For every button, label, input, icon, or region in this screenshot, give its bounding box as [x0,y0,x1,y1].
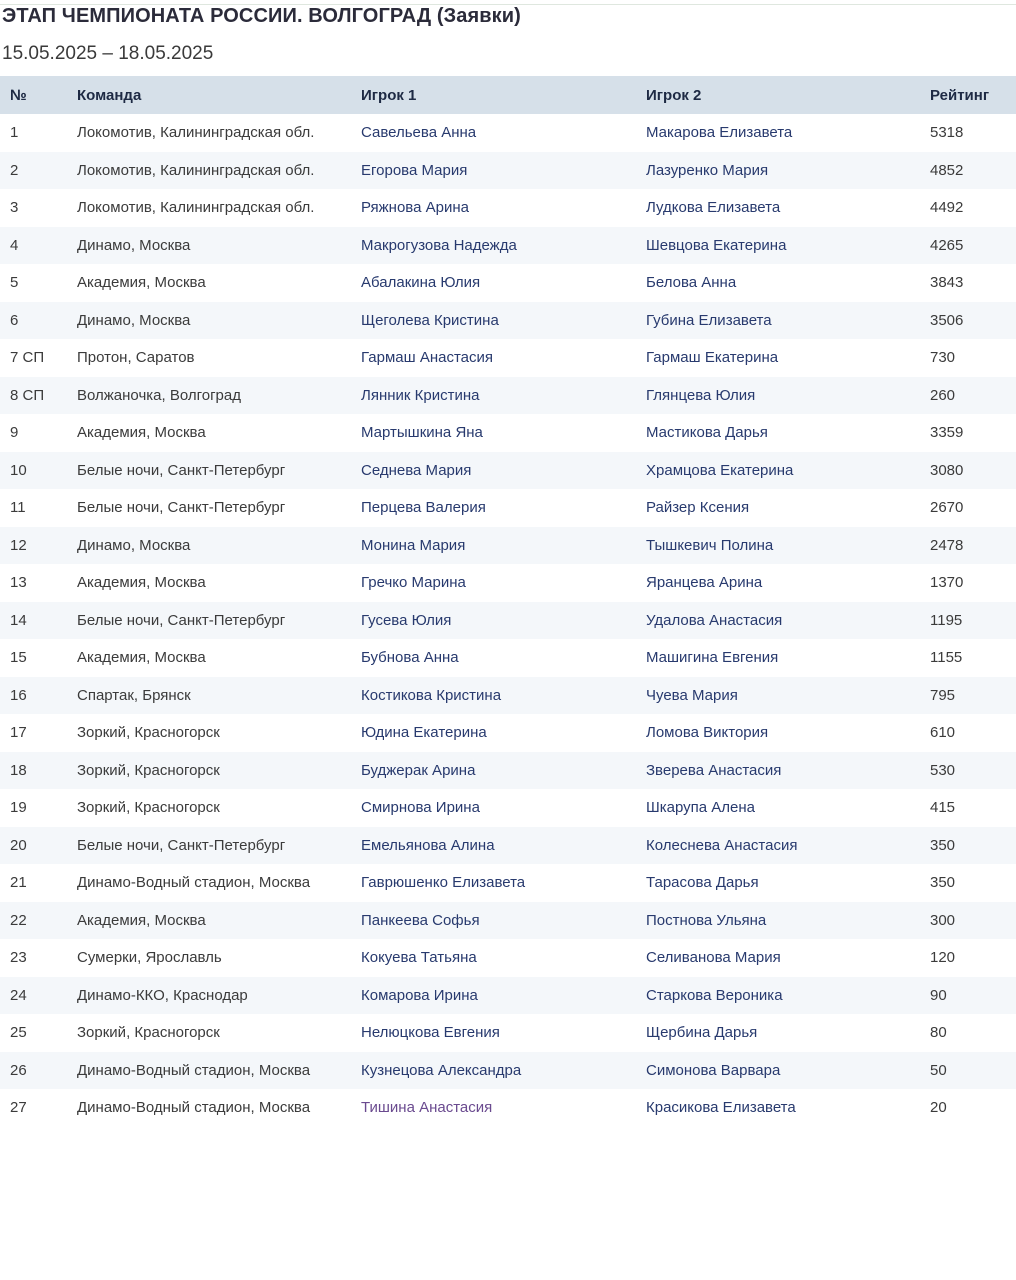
cell-rating: 730 [930,349,956,367]
cell-player1-link[interactable]: Юдина Екатерина [361,724,487,742]
cell-player2 [636,152,920,190]
cell-player2-link[interactable]: Тарасова Дарья [646,874,759,892]
cell-player2 [636,189,920,227]
cell-player2 [636,602,920,640]
cell-player1 [351,939,636,977]
cell-number: 3 [10,199,19,217]
cell-rating: 2478 [930,536,964,554]
event-date-range: 15.05.2025 – 18.05.2025 [2,43,214,64]
cell-number: 6 [10,311,19,329]
cell-team: Академия, Москва [77,911,206,929]
cell-player2-link[interactable]: Гармаш Екатерина [646,349,779,367]
table-row [0,789,1016,827]
cell-number: 11 [10,499,26,517]
cell-player1 [351,152,636,190]
cell-player2 [636,377,920,415]
cell-number: 19 [10,799,27,817]
cell-player1-link[interactable]: Гречко Марина [361,574,466,592]
cell-player2 [636,264,920,302]
cell-team: Академия, Москва [77,649,206,667]
cell-player1 [351,827,636,865]
cell-player2-link[interactable]: Щербина Дарья [646,1024,758,1042]
cell-player1-link[interactable]: Щеголева Кристина [361,311,499,329]
cell-player1 [351,114,636,152]
cell-player1-link[interactable]: Гармаш Анастасия [361,349,493,367]
cell-player1-link[interactable]: Панкеева Софья [361,911,480,929]
cell-rating: 20 [930,1099,947,1117]
cell-rating: 3080 [930,461,964,479]
cell-player2 [636,114,920,152]
cell-player1-link[interactable]: Комарова Ирина [361,986,478,1004]
cell-player2-link[interactable]: Зверева Анастасия [646,761,782,779]
cell-team: Белые ночи, Санкт-Петербург [77,499,286,517]
cell-player2 [636,677,920,715]
cell-rating: 4265 [930,236,964,254]
cell-team: Зоркий, Красногорск [77,724,220,742]
cell-player1 [351,639,636,677]
cell-player1-link[interactable]: Кокуева Татьяна [361,949,477,967]
cell-rating: 3506 [930,311,964,329]
cell-player1-link[interactable]: Костикова Кристина [361,686,502,704]
table-row [0,489,1016,527]
cell-team: Академия, Москва [77,424,206,442]
cell-player2 [636,527,920,565]
cell-player1-link[interactable]: Лянник Кристина [361,386,480,404]
cell-number: 16 [10,686,27,704]
cell-player1-link[interactable]: Ряжнова Арина [361,199,469,217]
table-row [0,152,1016,190]
cell-player2-link[interactable]: Райзер Ксения [646,499,750,517]
cell-player2 [636,639,920,677]
cell-rating: 5318 [930,124,964,142]
cell-number: 8 СП [10,386,45,404]
cell-player2-link[interactable]: Ломова Виктория [646,724,769,742]
cell-player2-link[interactable]: Колеснева Анастасия [646,836,798,854]
table-row [0,339,1016,377]
cell-rating: 1155 [930,649,963,667]
cell-number: 26 [10,1061,27,1079]
cell-number: 17 [10,724,27,742]
cell-number: 4 [10,236,19,254]
cell-number: 14 [10,611,27,629]
table-row [0,114,1016,152]
cell-player2-link[interactable]: Удалова Анастасия [646,611,783,629]
table-row [0,264,1016,302]
cell-player2-link[interactable]: Тышкевич Полина [646,536,774,554]
cell-player1 [351,564,636,602]
cell-player1 [351,714,636,752]
cell-rating: 795 [930,686,956,704]
table-row [0,714,1016,752]
cell-number: 22 [10,911,27,929]
cell-number: 23 [10,949,27,967]
cell-rating: 3359 [930,424,964,442]
cell-player2 [636,339,920,377]
cell-player1-link[interactable]: Егорова Мария [361,161,468,179]
column-header-rating: Рейтинг [930,86,990,104]
cell-number: 9 [10,424,19,442]
cell-rating: 4852 [930,161,964,179]
cell-player1-link[interactable]: Мартышкина Яна [361,424,483,442]
table-row [0,939,1016,977]
cell-number: 27 [10,1099,27,1117]
cell-player2 [636,414,920,452]
cell-player1 [351,377,636,415]
cell-rating: 120 [930,949,956,967]
cell-rating: 3843 [930,274,964,292]
cell-number: 10 [10,461,27,479]
table-row [0,1089,1016,1127]
table-row [0,677,1016,715]
cell-player1 [351,602,636,640]
cell-team: Белые ночи, Санкт-Петербург [77,836,286,854]
cell-rating: 350 [930,836,956,854]
cell-player2-link[interactable]: Глянцева Юлия [646,386,756,404]
cell-player1 [351,864,636,902]
cell-player2-link[interactable]: Шевцова Екатерина [646,236,787,254]
cell-player1-link[interactable]: Кузнецова Александра [361,1061,522,1079]
table-body [0,114,1016,1127]
cell-player1-link[interactable]: Гусева Юлия [361,611,452,629]
table-row [0,189,1016,227]
cell-player1-link[interactable]: Седнева Мария [361,461,472,479]
cell-player2 [636,302,920,340]
cell-rating: 300 [930,911,956,929]
cell-number: 5 [10,274,19,292]
table-row [0,564,1016,602]
cell-team: Зоркий, Красногорск [77,799,220,817]
cell-rating: 415 [930,799,956,817]
cell-player2 [636,714,920,752]
cell-player2-link[interactable]: Симонова Варвара [646,1061,781,1079]
table-row [0,414,1016,452]
cell-player1-link[interactable]: Макрогузова Надежда [361,236,517,254]
table-row [0,639,1016,677]
cell-player2-link[interactable]: Храмцова Екатерина [646,461,794,479]
cell-team: Зоркий, Красногорск [77,1024,220,1042]
page-title: ЭТАП ЧЕМПИОНАТА РОССИИ. ВОЛГОГРАД (Заявки) [2,5,521,27]
cell-player1 [351,977,636,1015]
cell-player2 [636,827,920,865]
cell-player1 [351,489,636,527]
cell-number: 20 [10,836,27,854]
cell-player2-link[interactable]: Яранцева Арина [646,574,763,592]
cell-player2 [636,489,920,527]
table-header [0,76,1016,114]
table-row [0,827,1016,865]
cell-player2-link[interactable]: Машигина Евгения [646,649,779,667]
cell-player1 [351,902,636,940]
table-row [0,302,1016,340]
cell-player2 [636,564,920,602]
cell-number: 18 [10,761,27,779]
cell-team: Локомотив, Калининградская обл. [77,124,315,142]
cell-player2-link[interactable]: Лудкова Елизавета [646,199,781,217]
cell-player1-link[interactable]: Савельева Анна [361,124,477,142]
table-row [0,977,1016,1015]
cell-number: 21 [10,874,27,892]
cell-player2-link[interactable]: Макарова Елизавета [646,124,793,142]
cell-player1-link[interactable]: Гаврюшенко Елизавета [361,874,526,892]
cell-player1 [351,1052,636,1090]
cell-player1 [351,1089,636,1127]
cell-team: Белые ночи, Санкт-Петербург [77,461,286,479]
cell-team: Академия, Москва [77,274,206,292]
cell-rating: 80 [930,1024,947,1042]
cell-number: 1 [10,124,19,142]
cell-rating: 260 [930,386,956,404]
cell-player1 [351,339,636,377]
cell-player1-link[interactable]: Смирнова Ирина [361,799,480,817]
cell-team: Сумерки, Ярославль [77,949,222,967]
cell-rating: 350 [930,874,956,892]
cell-player1 [351,677,636,715]
cell-player2 [636,752,920,790]
cell-player2-link[interactable]: Старкова Вероника [646,986,783,1004]
cell-team: Динамо, Москва [77,536,191,554]
cell-player2-link[interactable]: Селиванова Мария [646,949,781,967]
cell-team: Зоркий, Красногорск [77,761,220,779]
cell-team: Спартак, Брянск [77,686,191,704]
table-row [0,1014,1016,1052]
cell-team: Протон, Саратов [77,349,195,367]
cell-player2-link[interactable]: Мастикова Дарья [646,424,768,442]
cell-player2 [636,1089,920,1127]
cell-team: Динамо-Водный стадион, Москва [77,874,311,892]
table-row [0,602,1016,640]
cell-player1 [351,414,636,452]
cell-team: Белые ночи, Санкт-Петербург [77,611,286,629]
table-row [0,902,1016,940]
entries-table [0,76,1016,1127]
cell-rating: 1370 [930,574,964,592]
cell-player1 [351,227,636,265]
cell-player1-link[interactable]: Тишина Анастасия [361,1099,493,1117]
cell-number: 25 [10,1024,27,1042]
cell-player2-link[interactable]: Чуева Мария [646,686,738,704]
cell-player2-link[interactable]: Губина Елизавета [646,311,772,329]
column-header-number: № [10,86,27,104]
cell-team: Динамо, Москва [77,311,191,329]
cell-player2 [636,864,920,902]
cell-player1 [351,789,636,827]
cell-player1 [351,527,636,565]
cell-player2-link[interactable]: Шкарупа Алена [646,799,756,817]
cell-player2 [636,902,920,940]
cell-player2-link[interactable]: Белова Анна [646,274,737,292]
table-row [0,864,1016,902]
cell-player1 [351,452,636,490]
table-row [0,452,1016,490]
cell-player2 [636,452,920,490]
cell-player1-link[interactable]: Бубнова Анна [361,649,459,667]
cell-player1-link[interactable]: Перцева Валерия [361,499,486,517]
table-row [0,527,1016,565]
cell-player2-link[interactable]: Лазуренко Мария [646,161,769,179]
cell-player1-link[interactable]: Монина Мария [361,536,466,554]
cell-team: Волжаночка, Волгоград [77,386,241,404]
table-row [0,377,1016,415]
cell-player1 [351,1014,636,1052]
cell-team: Динамо-Водный стадион, Москва [77,1099,311,1117]
cell-player2 [636,789,920,827]
cell-number: 2 [10,161,19,179]
header-row [0,76,1016,114]
cell-team: Локомотив, Калининградская обл. [77,161,315,179]
cell-player1 [351,189,636,227]
cell-rating: 1195 [930,611,963,629]
cell-player2-link[interactable]: Красикова Елизавета [646,1099,796,1117]
cell-player2-link[interactable]: Постнова Ульяна [646,911,767,929]
column-header-team: Команда [77,86,142,104]
cell-rating: 50 [930,1061,947,1079]
cell-player2 [636,939,920,977]
table-row [0,227,1016,265]
cell-team: Академия, Москва [77,574,206,592]
column-header-player2: Игрок 2 [646,86,702,104]
cell-team: Динамо-ККО, Краснодар [77,986,248,1004]
cell-number: 12 [10,536,27,554]
cell-player1 [351,264,636,302]
table-row [0,752,1016,790]
cell-rating: 610 [930,724,956,742]
cell-team: Динамо, Москва [77,236,191,254]
cell-player2 [636,1014,920,1052]
cell-player2 [636,977,920,1015]
cell-player1-link[interactable]: Емельянова Алина [361,836,495,854]
table-row [0,1052,1016,1090]
cell-team: Динамо-Водный стадион, Москва [77,1061,311,1079]
column-header-player1: Игрок 1 [361,86,417,104]
cell-player2 [636,227,920,265]
cell-rating: 530 [930,761,956,779]
cell-team: Локомотив, Калининградская обл. [77,199,315,217]
cell-number: 15 [10,649,27,667]
cell-number: 7 СП [10,349,45,367]
cell-player2 [636,1052,920,1090]
cell-player1 [351,752,636,790]
cell-rating: 4492 [930,199,964,217]
cell-rating: 90 [930,986,947,1004]
cell-number: 24 [10,986,27,1004]
cell-number: 13 [10,574,27,592]
cell-player1-link[interactable]: Нелюцкова Евгения [361,1024,500,1042]
cell-player1 [351,302,636,340]
cell-player1-link[interactable]: Абалакина Юлия [361,274,481,292]
cell-rating: 2670 [930,499,964,517]
cell-player1-link[interactable]: Буджерак Арина [361,761,476,779]
